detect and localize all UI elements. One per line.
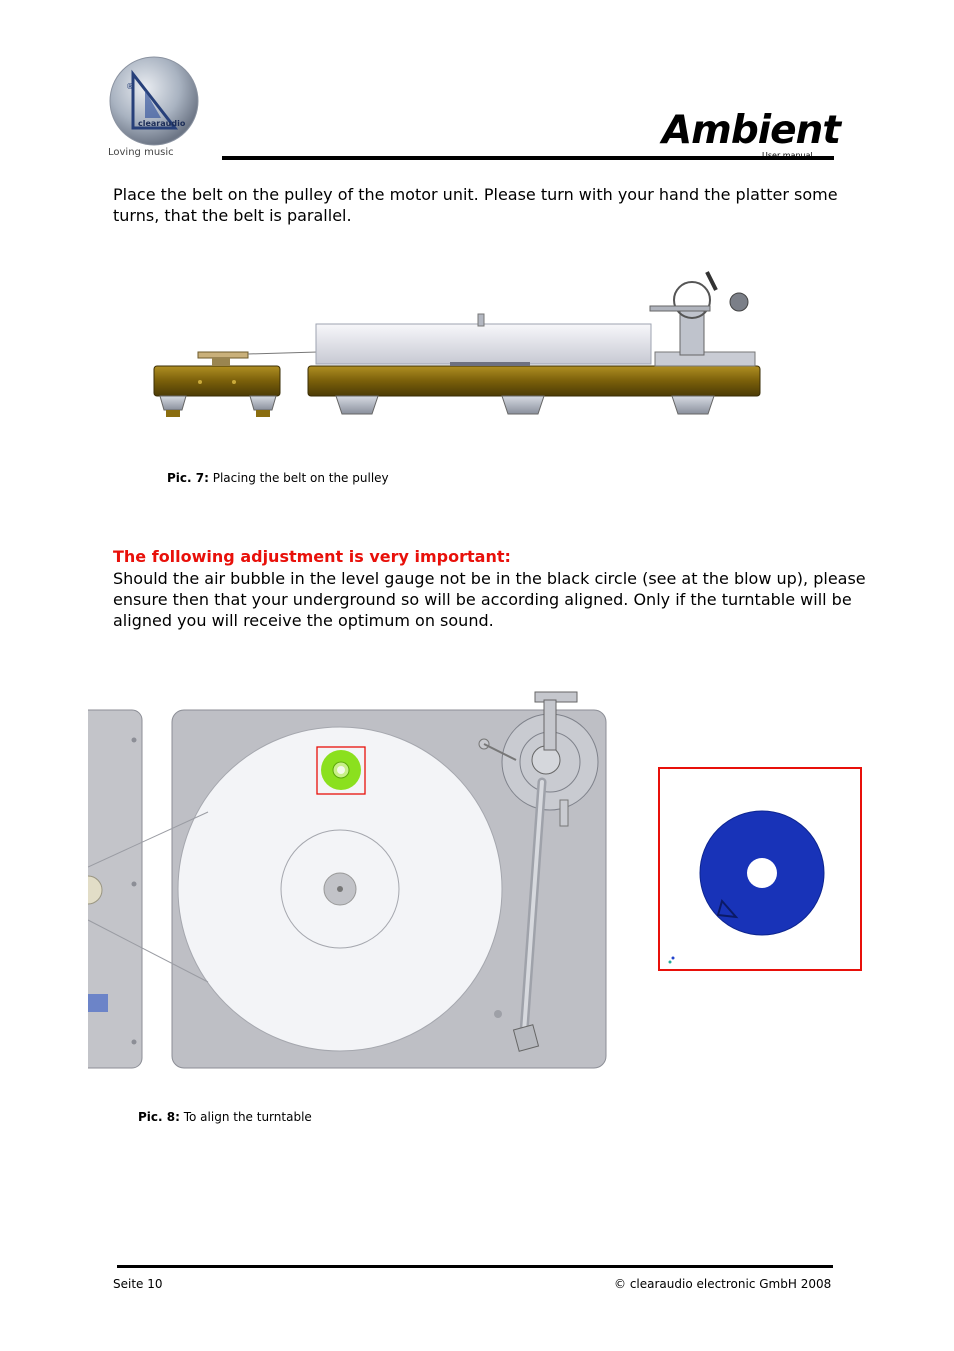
important-warning-heading: The following adjustment is very important:: [113, 547, 511, 566]
instruction-paragraph-alignment: Should the air bubble in the level gauge not be in the black circle (see at the blow up), please ensure then that your underground so will be according aligned. Only if the turntable will be aligned you will receive the optimum on sound.: [113, 569, 866, 630]
logo-tagline: Loving music: [108, 147, 174, 158]
figure-8-caption: [138, 1110, 312, 1124]
registered-mark: ®: [126, 82, 134, 91]
footer-divider: [117, 1265, 833, 1268]
header-divider: [222, 156, 834, 160]
figure-7-caption: [167, 471, 389, 485]
figure-8-label: Pic. 8:: [138, 1110, 180, 1124]
logo-wordmark: clearaudio: [138, 119, 186, 128]
figure-7-text: Placing the belt on the pulley: [212, 471, 389, 485]
instruction-paragraph-belt: Place the belt on the pulley of the motor unit. Please turn with your hand the platter some turns, that the belt is parallel.: [113, 185, 838, 225]
level-gauge-blow-up: [658, 767, 863, 972]
copyright-notice: © clearaudio electronic GmbH 2008: [614, 1277, 832, 1291]
figure-7-turntable-side-view: [150, 262, 765, 427]
figure-7-label: Pic. 7:: [167, 471, 209, 485]
document-subtitle: User manual: [762, 151, 813, 160]
page-number: Seite 10: [113, 1277, 163, 1291]
figure-8-text: To align the turntable: [183, 1110, 312, 1124]
document-title: Ambient: [662, 108, 840, 153]
figure-8-turntable-top-view: [88, 682, 608, 1072]
